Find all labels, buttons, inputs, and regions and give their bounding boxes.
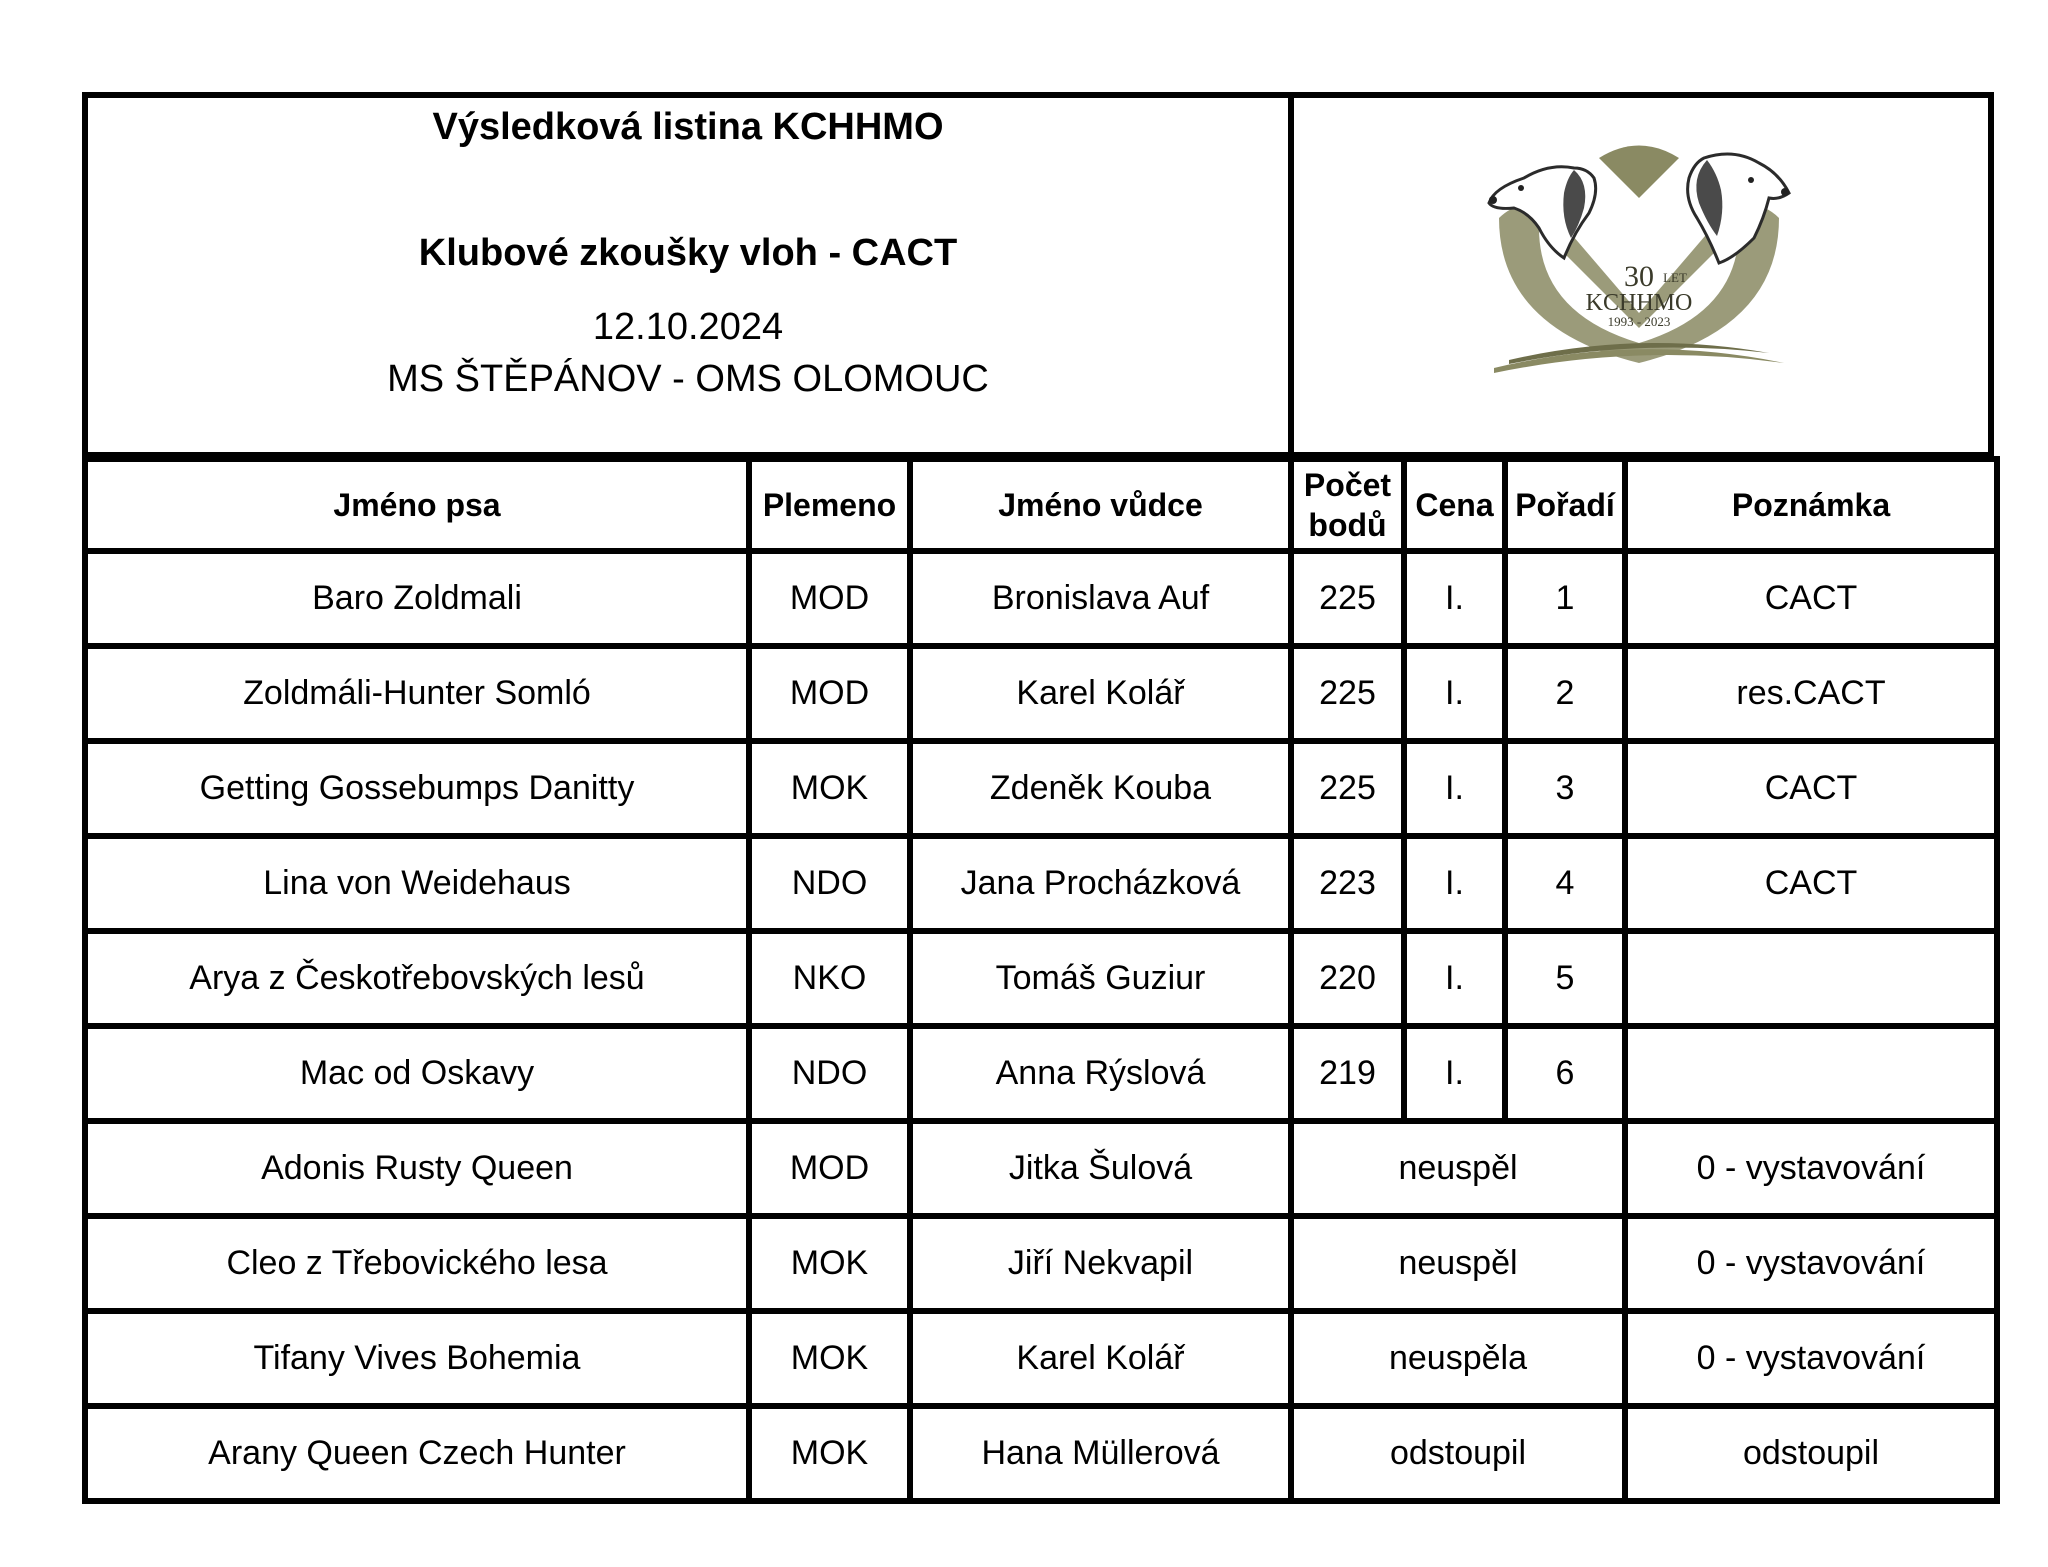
cell-note: 0 - vystavování (1625, 1121, 1997, 1216)
cell-rank: 1 (1505, 551, 1625, 646)
cell-note (1625, 1026, 1997, 1121)
cell-breed: NDO (749, 1026, 910, 1121)
cell-points: 225 (1291, 551, 1404, 646)
cell-rank: 2 (1505, 646, 1625, 741)
cell-note: 0 - vystavování (1625, 1311, 1997, 1406)
cell-breed: MOK (749, 1311, 910, 1406)
cell-prize: I. (1404, 836, 1505, 931)
document-title: Výsledková listina KCHHMO (432, 106, 944, 148)
cell-dog-name: Arya z Českotřebovských lesů (85, 931, 749, 1026)
event-date: 12.10.2024 (592, 306, 784, 348)
cell-handler: Tomáš Guziur (910, 931, 1291, 1026)
table-header-row (85, 459, 1997, 551)
cell-breed: NDO (749, 836, 910, 931)
logo-let: LET (1663, 270, 1687, 285)
header-block (82, 92, 1994, 458)
cell-dog-name: Baro Zoldmali (85, 551, 749, 646)
table-row (85, 1406, 1997, 1501)
event-subtitle: Klubové zkoušky vloh - CACT (418, 232, 958, 274)
event-location: MS ŠTĚPÁNOV - OMS OLOMOUC (387, 358, 989, 400)
cell-handler: Jiří Nekvapil (910, 1216, 1291, 1311)
cell-breed: MOK (749, 741, 910, 836)
table-row (85, 741, 1997, 836)
club-logo-icon (1479, 138, 1799, 378)
table-row (85, 1026, 1997, 1121)
results-sheet (82, 92, 1994, 1500)
col-header-handler: Jméno vůdce (910, 459, 1291, 551)
cell-note: CACT (1625, 836, 1997, 931)
logo-range: 1993 - 2023 (1607, 314, 1671, 329)
cell-dog-name: Adonis Rusty Queen (85, 1121, 749, 1216)
table-row (85, 551, 1997, 646)
cell-rank: 3 (1505, 741, 1625, 836)
cell-note: CACT (1625, 741, 1997, 836)
cell-dog-name: Cleo z Třebovického lesa (85, 1216, 749, 1311)
cell-handler: Jana Procházková (910, 836, 1291, 931)
cell-handler: Zdeněk Kouba (910, 741, 1291, 836)
cell-breed: MOK (749, 1406, 910, 1501)
results-table (82, 456, 2000, 1504)
cell-breed: MOK (749, 1216, 910, 1311)
club-logo (1294, 98, 1988, 452)
col-header-note: Poznámka (1625, 459, 1997, 551)
cell-points: 219 (1291, 1026, 1404, 1121)
col-header-prize: Cena (1404, 459, 1505, 551)
col-header-points: Počet bodů (1291, 459, 1404, 551)
cell-dog-name: Mac od Oskavy (85, 1026, 749, 1121)
cell-rank: 4 (1505, 836, 1625, 931)
logo-years: 30 (1624, 260, 1654, 293)
cell-note: odstoupil (1625, 1406, 1997, 1501)
cell-note (1625, 931, 1997, 1026)
cell-handler: Bronislava Auf (910, 551, 1291, 646)
cell-breed: MOD (749, 551, 910, 646)
cell-points: 225 (1291, 741, 1404, 836)
cell-note: 0 - vystavování (1625, 1216, 1997, 1311)
header-text (88, 98, 1288, 452)
cell-prize: I. (1404, 551, 1505, 646)
table-row (85, 1216, 1997, 1311)
cell-result: neuspěl (1291, 1216, 1625, 1311)
cell-dog-name: Zoldmáli-Hunter Somló (85, 646, 749, 741)
cell-points: 220 (1291, 931, 1404, 1026)
cell-handler: Karel Kolář (910, 1311, 1291, 1406)
cell-breed: MOD (749, 646, 910, 741)
cell-dog-name: Lina von Weidehaus (85, 836, 749, 931)
cell-handler: Karel Kolář (910, 646, 1291, 741)
table-row (85, 646, 1997, 741)
col-header-rank: Pořadí (1505, 459, 1625, 551)
table-row (85, 1121, 1997, 1216)
cell-points: 223 (1291, 836, 1404, 931)
cell-result: odstoupil (1291, 1406, 1625, 1501)
cell-result: neuspěl (1291, 1121, 1625, 1216)
col-header-dog-name: Jméno psa (85, 459, 749, 551)
cell-prize: I. (1404, 646, 1505, 741)
cell-breed: NKO (749, 931, 910, 1026)
cell-prize: I. (1404, 931, 1505, 1026)
table-row (85, 1311, 1997, 1406)
col-header-breed: Plemeno (749, 459, 910, 551)
logo-club: KCHHMO (1585, 290, 1693, 316)
cell-rank: 5 (1505, 931, 1625, 1026)
cell-result: neuspěla (1291, 1311, 1625, 1406)
cell-handler: Jitka Šulová (910, 1121, 1291, 1216)
cell-dog-name: Getting Gossebumps Danitty (85, 741, 749, 836)
cell-dog-name: Tifany Vives Bohemia (85, 1311, 749, 1406)
cell-prize: I. (1404, 1026, 1505, 1121)
cell-rank: 6 (1505, 1026, 1625, 1121)
cell-prize: I. (1404, 741, 1505, 836)
table-row (85, 931, 1997, 1026)
cell-breed: MOD (749, 1121, 910, 1216)
table-row (85, 836, 1997, 931)
cell-handler: Hana Müllerová (910, 1406, 1291, 1501)
cell-points: 225 (1291, 646, 1404, 741)
cell-note: res.CACT (1625, 646, 1997, 741)
cell-handler: Anna Rýslová (910, 1026, 1291, 1121)
cell-dog-name: Arany Queen Czech Hunter (85, 1406, 749, 1501)
cell-note: CACT (1625, 551, 1997, 646)
